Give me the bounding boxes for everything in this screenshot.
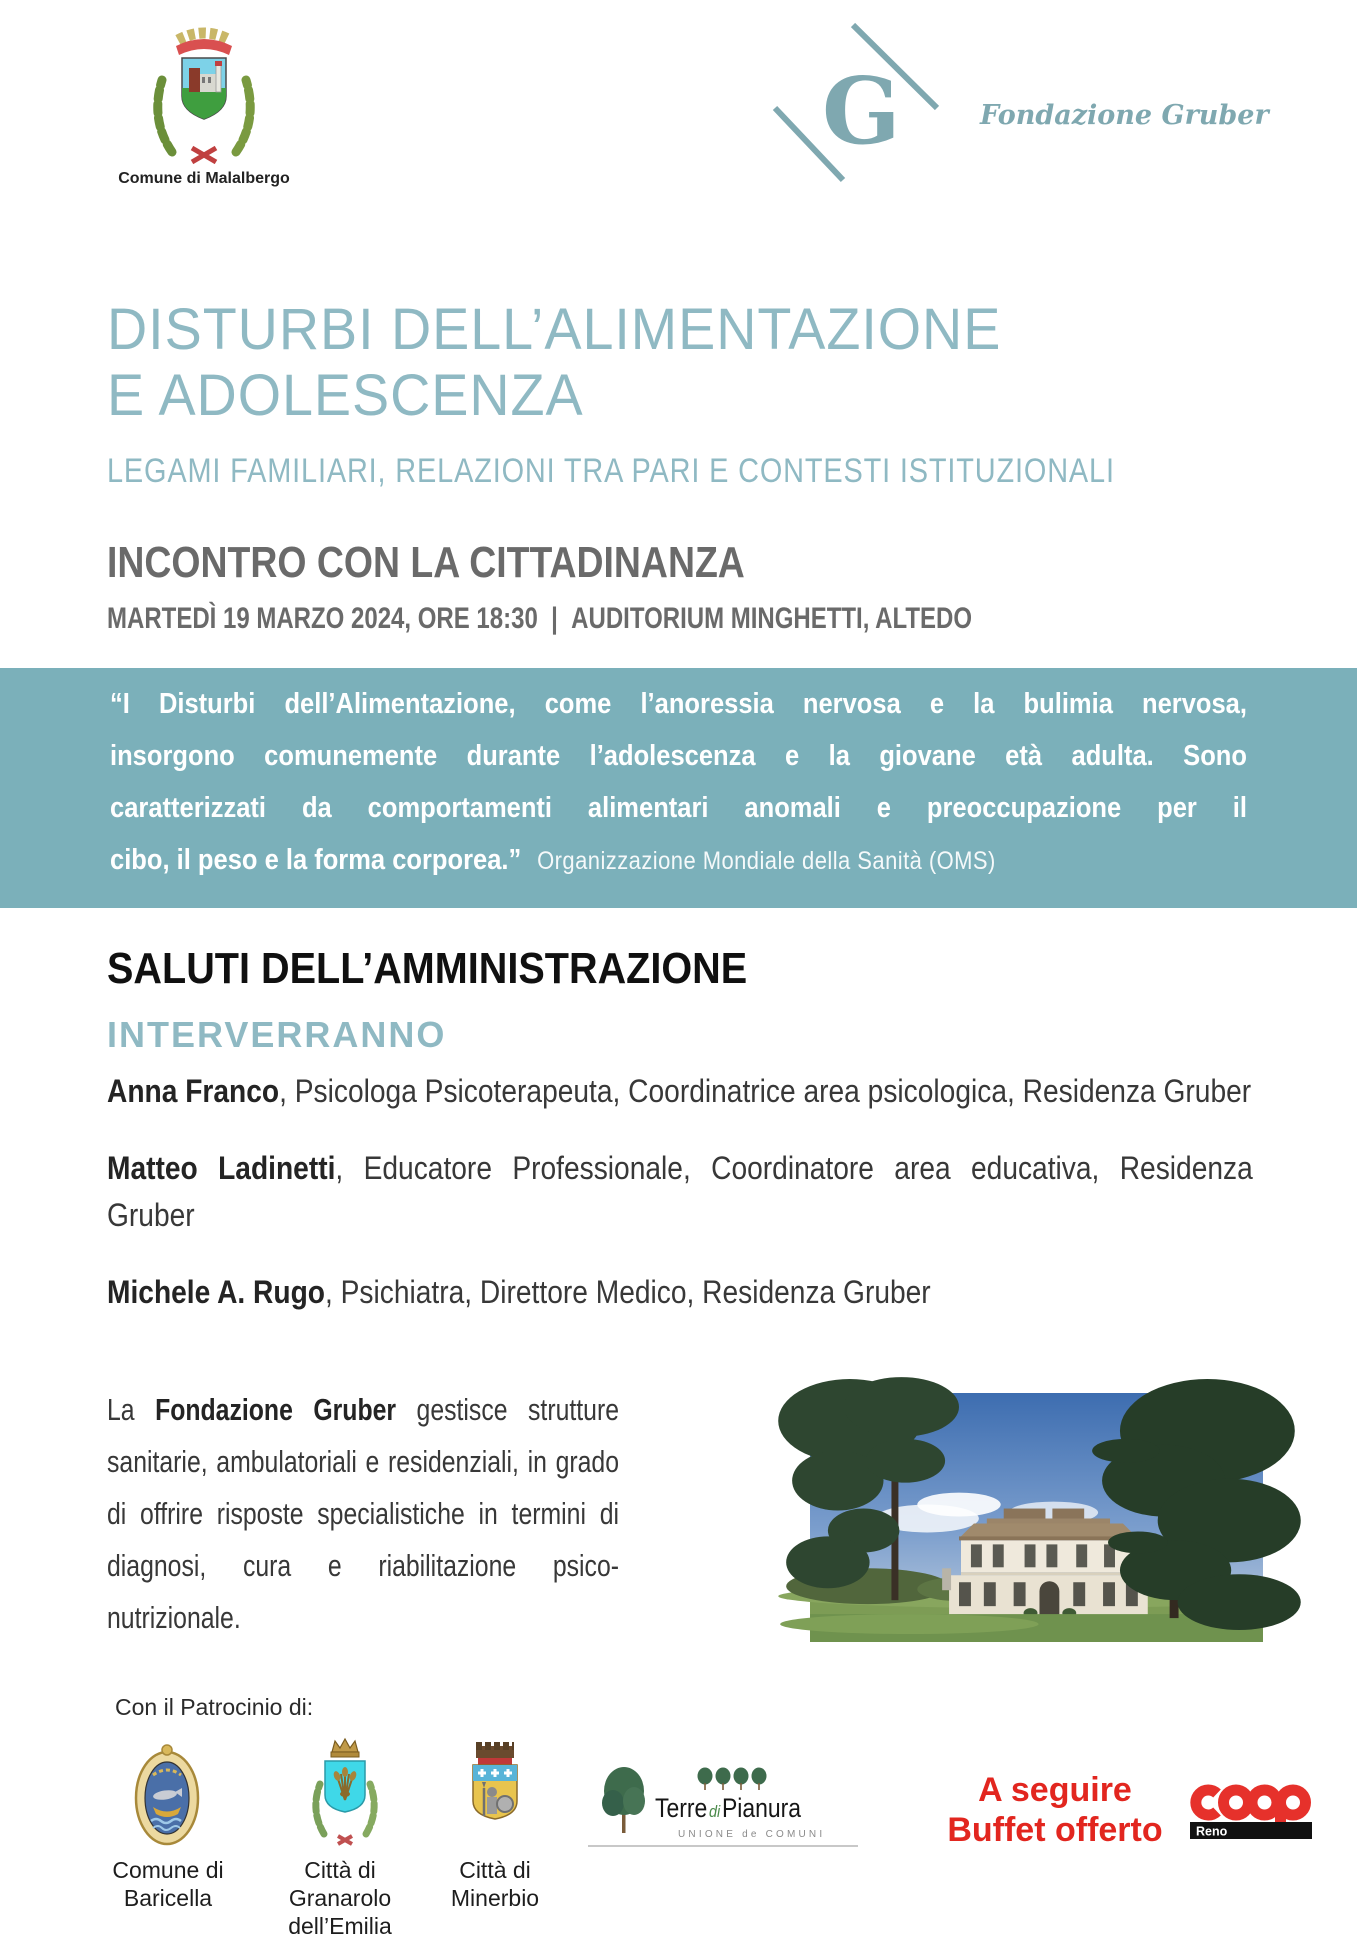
terre-word-di: di xyxy=(708,1802,721,1821)
gruber-logo xyxy=(760,15,990,205)
speaker-role: , Psichiatra, Direttore Medico, Residenza Gruber xyxy=(324,1274,931,1310)
speaker-name: Matteo Ladinetti xyxy=(107,1150,336,1186)
granarolo-caption xyxy=(250,1856,430,1940)
about-text: gestisce strutture sanitarie, ambulatoriali e residenziali, in grado di offrire risposte specialistiche in termini di diagnosi, cura e riabilitazione psico-nutrizionale. xyxy=(107,1392,619,1635)
poster-subtitle: LEGAMI FAMILIARI, RELAZIONI TRA PARI E CONTESTI ISTITUZIONALI xyxy=(107,452,1115,490)
quote-banner xyxy=(0,668,1357,908)
caption-line: Città di Granarolo xyxy=(288,1857,392,1911)
coop-logo xyxy=(1190,1772,1312,1847)
comune-malalbergo-caption: Comune di Malalbergo xyxy=(118,170,290,187)
patronage-label: Con il Patrocinio di: xyxy=(115,1694,314,1720)
event-details: MARTEDÌ 19 MARZO 2024, ORE 18:30 | AUDITORIUM MINGHETTI, ALTEDO xyxy=(107,602,973,635)
villa-photo-illustration xyxy=(810,1393,1263,1642)
comune-malalbergo-crest-icon xyxy=(142,24,266,166)
terre-tree-icon xyxy=(601,1763,647,1837)
terre-word: Terre xyxy=(655,1793,708,1823)
baricella-logo xyxy=(133,1742,201,1855)
minerbio-logo xyxy=(458,1738,532,1855)
gruber-logo-letter: G xyxy=(822,57,901,165)
about-prefix: La xyxy=(107,1392,156,1427)
terre-word: Pianura xyxy=(721,1793,802,1823)
comune-malalbergo-logo xyxy=(142,24,266,171)
coop-reno-label: Reno xyxy=(1196,1824,1228,1839)
poster-title-line1: DISTURBI DELL’ALIMENTAZIONE xyxy=(107,297,1002,362)
caption-line: Comune di xyxy=(112,1857,224,1883)
quote-line: “I Disturbi dell’Alimentazione, come l’anoressia nervosa e la bulimia nervosa, xyxy=(110,688,1247,720)
poster-title-line2: E ADOLESCENZA xyxy=(107,363,584,428)
caption-line: Baricella xyxy=(123,1885,213,1911)
granarolo-logo xyxy=(308,1736,382,1855)
speaker-role: , Educatore Professionale, Coordinatore area educativa, Residenza Gruber xyxy=(107,1150,1253,1233)
granarolo-crest-icon xyxy=(308,1736,382,1850)
quote-line-text: cibo, il peso e la forma corporea.” xyxy=(110,844,522,876)
baricella-crest-icon xyxy=(133,1742,201,1850)
baricella-caption xyxy=(88,1856,248,1912)
buffet-line2: Buffet offerto xyxy=(947,1811,1163,1849)
speaker-role: , Psicologa Psicoterapeuta, Coordinatrice area psicologica, Residenza Gruber xyxy=(279,1073,1252,1109)
buffet-line1: A seguire xyxy=(978,1771,1132,1809)
caption-line: dell’Emilia xyxy=(288,1913,392,1939)
quote-line: insorgono comunemente durante l’adolescenza e la giovane età adulta. Sono xyxy=(110,740,1247,772)
terre-di-pianura-logo xyxy=(585,1755,865,1850)
speaker-name: Michele A. Rugo xyxy=(107,1274,325,1310)
terre-rule xyxy=(588,1845,858,1847)
quote-attribution: Organizzazione Mondiale della Sanità (OMS) xyxy=(537,847,996,875)
about-org-name: Fondazione Gruber xyxy=(155,1392,397,1427)
villa-photo xyxy=(810,1393,1263,1642)
minerbio-caption xyxy=(415,1856,575,1912)
speakers-list xyxy=(107,1068,1253,1346)
quote-line: caratterizzati da comportamenti alimentari anomali e preoccupazione per il xyxy=(110,792,1247,824)
minerbio-crest-icon xyxy=(458,1738,532,1850)
caption-line: Minerbio xyxy=(450,1885,540,1911)
event-heading: INCONTRO CON LA CITTADINANZA xyxy=(107,538,745,587)
speaker-entry xyxy=(107,1068,1253,1115)
gruber-wordmark: Fondazione Gruber xyxy=(980,100,1269,131)
section-heading-saluti: SALUTI DELL’AMMINISTRAZIONE xyxy=(107,944,748,993)
section-heading-interverranno: INTERVERRANNO xyxy=(107,1014,447,1055)
about-paragraph xyxy=(107,1384,619,1644)
buffet-announcement xyxy=(930,1770,1180,1850)
quote-line xyxy=(110,844,1247,877)
gruber-logo-icon xyxy=(760,15,990,200)
coop-logo-icon xyxy=(1190,1772,1312,1842)
terre-wordmark xyxy=(655,1793,801,1824)
terre-small-trees-icon xyxy=(697,1767,767,1791)
terre-subtitle: UNIONE de COMUNI xyxy=(678,1829,826,1840)
speaker-entry xyxy=(107,1145,1253,1239)
caption-line: Città di xyxy=(459,1857,531,1883)
speaker-entry xyxy=(107,1269,1253,1316)
speaker-name: Anna Franco xyxy=(107,1073,280,1109)
